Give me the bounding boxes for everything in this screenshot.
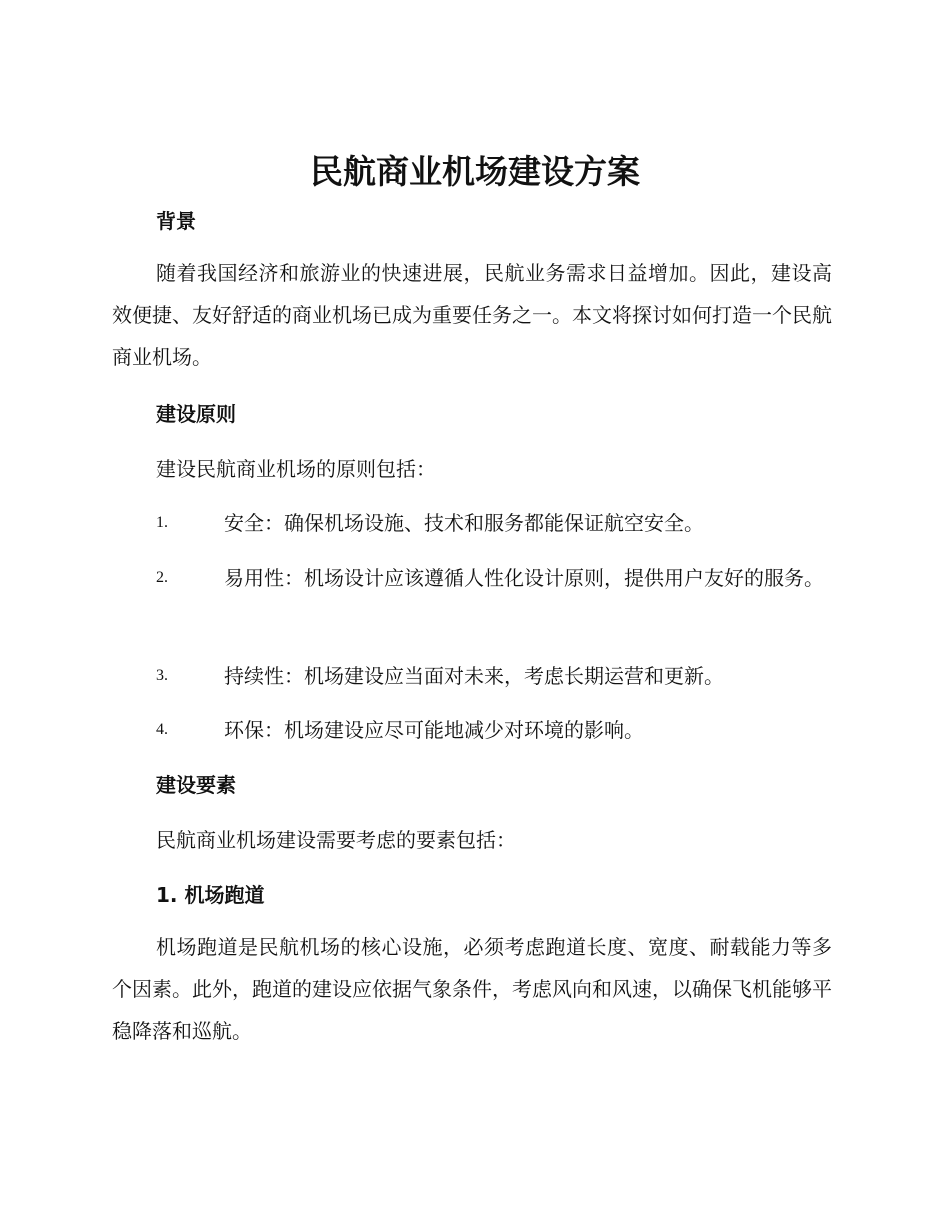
heading-runway: 1. 机场跑道 <box>156 883 265 907</box>
list-item-principle-3 <box>112 655 832 697</box>
list-text: 安全：确保机场设施、技术和服务都能保证航空安全。 <box>224 511 704 535</box>
heading-background: 背景 <box>156 209 196 233</box>
document-title: 民航商业机场建设方案 <box>310 152 640 191</box>
list-item-principle-4 <box>112 709 832 751</box>
list-item-principle-2 <box>112 557 832 599</box>
paragraph-runway: 机场跑道是民航机场的核心设施，必须考虑跑道长度、宽度、耐载能力等多个因素。此外，跑道的建设应依据气象条件，考虑风向和风速，以确保飞机能够平稳降落和巡航。 <box>112 935 832 1043</box>
list-number: 2. <box>156 569 168 586</box>
list-number: 1. <box>156 514 168 531</box>
heading-elements: 建设要素 <box>156 773 236 797</box>
list-text: 持续性：机场建设应当面对未来，考虑长期运营和更新。 <box>224 664 724 688</box>
paragraph-background: 随着我国经济和旅游业的快速进展，民航业务需求日益增加。因此，建设高效便捷、友好舒适的商业机场已成为重要任务之一。本文将探讨如何打造一个民航商业机场。 <box>112 261 832 369</box>
list-number: 3. <box>156 667 168 684</box>
heading-principles: 建设原则 <box>156 402 236 426</box>
principles-intro: 建设民航商业机场的原则包括： <box>156 457 436 481</box>
list-text: 易用性：机场设计应该遵循人性化设计原则，提供用户友好的服务。 <box>224 566 824 590</box>
list-item-principle-1 <box>112 502 832 544</box>
list-number: 4. <box>156 721 168 738</box>
elements-intro: 民航商业机场建设需要考虑的要素包括： <box>156 828 516 852</box>
list-text: 环保：机场建设应尽可能地减少对环境的影响。 <box>224 718 644 742</box>
